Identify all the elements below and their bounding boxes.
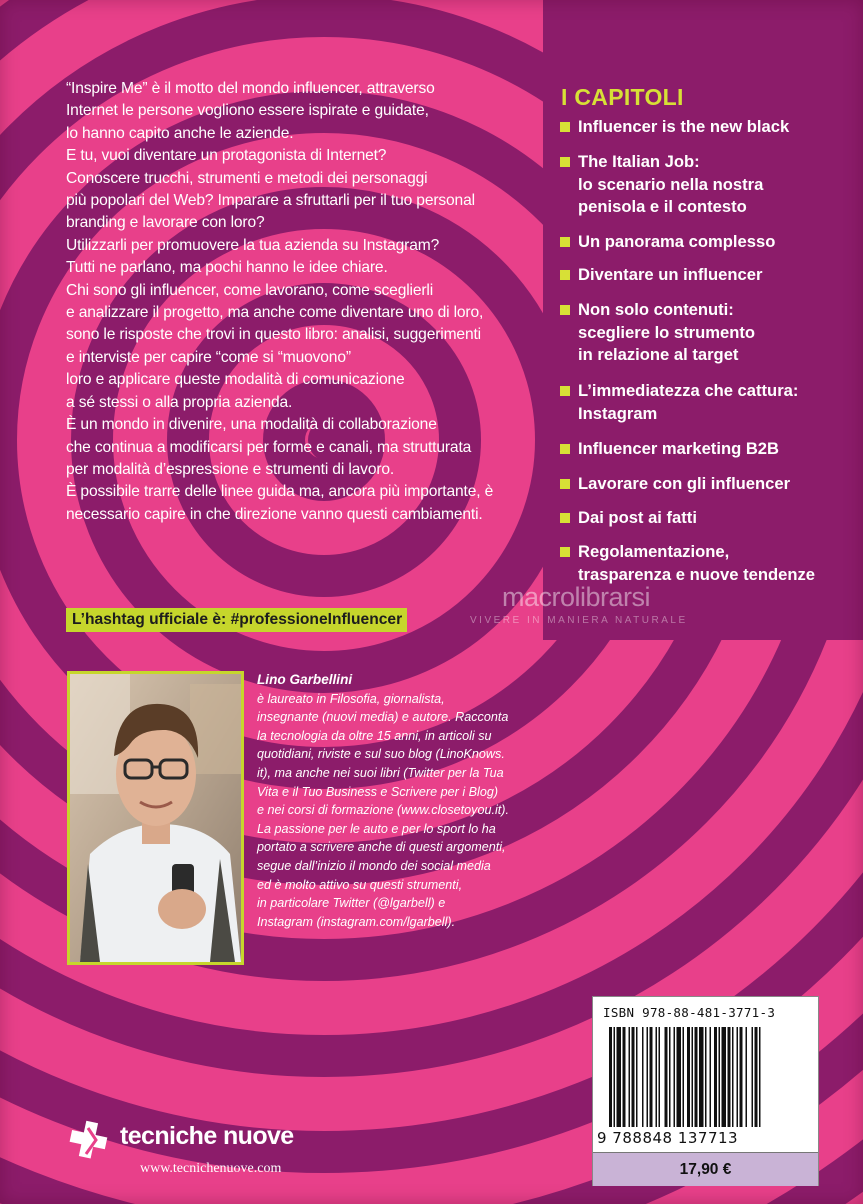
- publisher-url: www.tecnichenuove.com: [140, 1161, 282, 1176]
- bio-line: la tecnologia da oltre 15 anni, in articoli su: [257, 728, 492, 743]
- author-photo: [67, 671, 244, 965]
- chapter-line: Non solo contenuti:: [578, 300, 734, 319]
- barcode-bar: [722, 1027, 727, 1127]
- bio-line: insegnante (nuovi media) e autore. Racconta: [257, 710, 509, 725]
- blurb-line: Tutti ne parlano, ma pochi hanno le idee chiare.: [66, 259, 388, 277]
- chapter-line: scegliere lo strumento: [578, 322, 756, 342]
- barcode-bar: [732, 1027, 734, 1127]
- barcode-image: [609, 1027, 804, 1127]
- barcode-bar: [659, 1027, 661, 1127]
- barcode-bar: [674, 1027, 676, 1127]
- barcode-bar: [728, 1027, 731, 1127]
- bullet-square-icon: [560, 386, 570, 396]
- barcode-bar: [636, 1027, 638, 1127]
- blurb-line: È un mondo in divenire, una modalità di collaborazione: [66, 416, 437, 434]
- bullet-square-icon: [560, 237, 570, 247]
- barcode-bar: [614, 1027, 616, 1127]
- barcode-bar: [740, 1027, 743, 1127]
- chapter-line: Dai post ai fatti: [578, 508, 697, 527]
- bio-line: e nei corsi di formazione (www.closetoyou.it).: [257, 803, 509, 818]
- chapter-line: lo scenario nella nostra: [578, 174, 764, 194]
- barcode-bar: [665, 1027, 668, 1127]
- blurb-line: a sé stessi o alla propria azienda.: [66, 393, 293, 411]
- chapter-line: Regolamentazione,: [578, 542, 730, 561]
- chapter-line: Influencer marketing B2B: [578, 439, 780, 458]
- barcode-bar: [705, 1027, 707, 1127]
- blurb-line: Conoscere trucchi, strumenti e metodi dei personaggi: [66, 169, 428, 187]
- blurb-line: e interviste per capire “come si “muovono”: [66, 348, 351, 366]
- bullet-square-icon: [560, 547, 570, 557]
- bio-line: Vita e il Tuo Business e Scrivere per i Blog): [257, 784, 499, 799]
- bio-line: ed è molto attivo su questi strumenti,: [257, 877, 463, 892]
- bullet-square-icon: [560, 157, 570, 167]
- chapter-line: penisola e il contesto: [578, 197, 747, 216]
- barcode-bar: [710, 1027, 712, 1127]
- barcode-bar: [695, 1027, 698, 1127]
- hashtag-banner: L’hashtag ufficiale è: #professioneInfluencer: [66, 608, 407, 632]
- blurb-line: Internet le persone vogliono essere ispirate e guidate,: [66, 102, 429, 120]
- publisher-logo-icon: [68, 1120, 112, 1164]
- barcode-bar: [699, 1027, 704, 1127]
- chapter-line: trasparenza e nuove tendenze: [578, 564, 815, 584]
- bullet-square-icon: [560, 305, 570, 315]
- watermark-subtext: VIVERE IN MANIERA NATURALE: [470, 615, 688, 626]
- barcode-bar: [752, 1027, 754, 1127]
- barcode-bar: [617, 1027, 622, 1127]
- chapter-line: Instagram: [578, 403, 658, 423]
- isbn-label: ISBN 978-88-481-3771-3: [603, 1005, 776, 1020]
- blurb-line: sono le risposte che trovi in questo libro: analisi, suggerimenti: [66, 326, 481, 344]
- watermark-text: macrolibrarsi: [502, 582, 651, 612]
- bio-line: segue dall’inizio il mondo dei social media: [257, 858, 491, 873]
- chapter-line: Influencer is the new black: [578, 117, 790, 136]
- barcode-bar: [650, 1027, 653, 1127]
- barcode-digits: 9 788848 137713: [597, 1129, 739, 1147]
- blurb-line: Utilizzarli per promuovere la tua azienda su Instagram?: [66, 236, 440, 254]
- blurb-text: [66, 78, 536, 526]
- chapter-line: Diventare un influencer: [578, 265, 763, 284]
- chapter-line: in relazione al target: [578, 345, 739, 364]
- bullet-square-icon: [560, 444, 570, 454]
- blurb-line: “Inspire Me” è il motto del mondo influencer, attraverso: [66, 80, 435, 97]
- barcode-bar: [687, 1027, 690, 1127]
- bullet-square-icon: [560, 122, 570, 132]
- barcode-bar: [719, 1027, 721, 1127]
- barcode-bar: [746, 1027, 748, 1127]
- barcode-bar: [609, 1027, 612, 1127]
- bullet-square-icon: [560, 270, 570, 280]
- bullet-square-icon: [560, 479, 570, 489]
- barcode-bar: [656, 1027, 658, 1127]
- barcode-bar: [642, 1027, 644, 1127]
- barcode-bar: [714, 1027, 717, 1127]
- bio-line: it), ma anche nei suoi libri (Twitter per la Tua: [257, 765, 504, 780]
- author-name: Lino Garbellini: [257, 672, 353, 687]
- barcode-bar: [647, 1027, 649, 1127]
- chapter-line: L’immediatezza che cattura:: [578, 381, 799, 400]
- blurb-line: E tu, vuoi diventare un protagonista di Internet?: [66, 147, 387, 165]
- barcode-bar: [759, 1027, 761, 1127]
- blurb-line: necessario capire in che direzione vanno questi cambiamenti.: [66, 505, 483, 523]
- barcode-bar: [692, 1027, 694, 1127]
- barcode-bar: [737, 1027, 739, 1127]
- barcode-bar: [669, 1027, 671, 1127]
- bio-line: Instagram (instagram.com/lgarbell).: [257, 914, 456, 929]
- blurb-line: branding e lavorare con loro?: [66, 214, 265, 232]
- blurb-line: e analizzare il progetto, ma anche come diventare uno di loro,: [66, 304, 484, 322]
- price-label: 17,90 €: [593, 1152, 818, 1186]
- barcode-box: [592, 996, 819, 1186]
- publisher-name: tecniche nuove: [120, 1122, 294, 1150]
- bio-line: portato a scrivere anche di questi argomenti,: [257, 840, 506, 855]
- blurb-line: È possibile trarre delle linee guida ma, ancora più importante, è: [66, 483, 494, 501]
- bio-line: è laureato in Filosofia, giornalista,: [257, 691, 445, 706]
- chapter-line: Un panorama complesso: [578, 232, 776, 251]
- blurb-line: più popolari del Web? Imparare a sfruttarli per il tuo personal: [66, 192, 475, 210]
- barcode-bar: [632, 1027, 635, 1127]
- barcode-bar: [623, 1027, 626, 1127]
- barcode-bar: [755, 1027, 758, 1127]
- author-bio: [257, 671, 547, 931]
- blurb-line: loro e applicare queste modalità di comunicazione: [66, 371, 405, 389]
- barcode-bar: [677, 1027, 682, 1127]
- chapter-line: The Italian Job:: [578, 152, 700, 171]
- barcode-bar: [683, 1027, 685, 1127]
- blurb-line: per modalità d’espressione e strumenti di lavoro.: [66, 460, 395, 478]
- blurb-line: lo hanno capito anche le aziende.: [66, 124, 294, 142]
- blurb-line: che continua a modificarsi per forme e canali, ma strutturata: [66, 438, 472, 456]
- barcode-bar: [629, 1027, 631, 1127]
- author-portrait-image: [70, 674, 241, 962]
- bio-line: quotidiani, riviste e sul suo blog (LinoKnows.: [257, 747, 505, 762]
- bullet-square-icon: [560, 513, 570, 523]
- bio-line: in particolare Twitter (@lgarbell) e: [257, 896, 446, 911]
- chapters-title: I CAPITOLI: [561, 84, 684, 110]
- bio-line: La passione per le auto e per lo sport lo ha: [257, 821, 496, 836]
- blurb-line: Chi sono gli influencer, come lavorano, come sceglierli: [66, 281, 434, 299]
- chapter-line: Lavorare con gli influencer: [578, 474, 791, 493]
